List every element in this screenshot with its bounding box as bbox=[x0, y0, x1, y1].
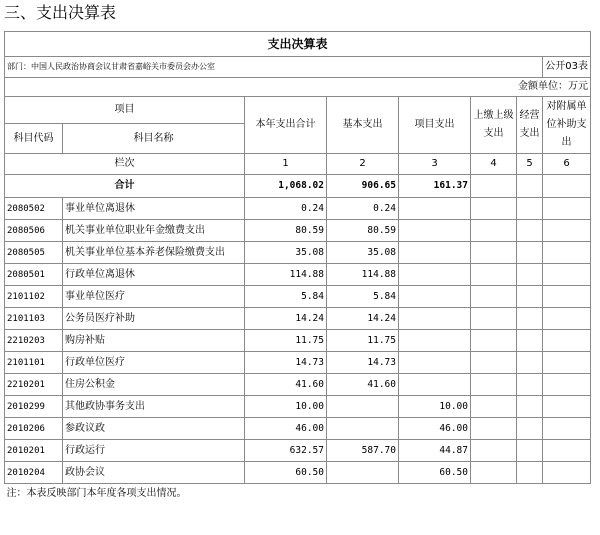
subsidiary-subsidy-cell bbox=[543, 220, 591, 242]
subject-code-cell: 2080505 bbox=[5, 242, 63, 264]
total-expense-cell: 632.57 bbox=[245, 440, 327, 462]
expense-table-wrapper bbox=[4, 31, 590, 504]
upward-payment-cell bbox=[471, 440, 517, 462]
subsidiary-subsidy-cell bbox=[543, 264, 591, 286]
table-row bbox=[5, 220, 591, 242]
operating-expense-cell bbox=[517, 330, 543, 352]
basic-expense-cell: 11.75 bbox=[327, 330, 399, 352]
project-expense-cell bbox=[399, 330, 471, 352]
upward-payment-cell bbox=[471, 396, 517, 418]
subject-code-cell: 2010201 bbox=[5, 440, 63, 462]
project-expense-cell bbox=[399, 374, 471, 396]
table-row bbox=[5, 198, 591, 220]
project-expense-cell bbox=[399, 352, 471, 374]
subsidiary-subsidy-cell bbox=[543, 308, 591, 330]
subject-name-cell: 住房公积金 bbox=[63, 374, 245, 396]
operating-expense-header: 经营支出 bbox=[517, 97, 543, 154]
basic-expense-cell: 114.88 bbox=[327, 264, 399, 286]
upward-payment-cell bbox=[471, 462, 517, 484]
total-expense-cell: 41.60 bbox=[245, 374, 327, 396]
subject-code-cell: 2010299 bbox=[5, 396, 63, 418]
table-row bbox=[5, 352, 591, 374]
subsidiary-subsidy-cell bbox=[543, 396, 591, 418]
subject-name-cell: 购房补贴 bbox=[63, 330, 245, 352]
total-expense-cell: 80.59 bbox=[245, 220, 327, 242]
operating-expense-cell bbox=[517, 198, 543, 220]
operating-expense-cell bbox=[517, 440, 543, 462]
upward-payment-cell bbox=[471, 264, 517, 286]
total-expense-cell: 0.24 bbox=[245, 198, 327, 220]
subject-name-cell: 公务员医疗补助 bbox=[63, 308, 245, 330]
project-expense-cell bbox=[399, 198, 471, 220]
subject-code-cell: 2210203 bbox=[5, 330, 63, 352]
operating-expense-cell bbox=[517, 374, 543, 396]
table-row bbox=[5, 308, 591, 330]
basic-expense-cell: 587.70 bbox=[327, 440, 399, 462]
basic-expense-cell: 0.24 bbox=[327, 198, 399, 220]
basic-expense-cell: 5.84 bbox=[327, 286, 399, 308]
subject-code-cell: 2101103 bbox=[5, 308, 63, 330]
total-expense-cell: 60.50 bbox=[245, 462, 327, 484]
project-expense-cell: 44.87 bbox=[399, 440, 471, 462]
operating-expense-cell bbox=[517, 220, 543, 242]
upward-payment-cell bbox=[471, 418, 517, 440]
project-expense-cell bbox=[399, 264, 471, 286]
table-row bbox=[5, 286, 591, 308]
total-expense-cell: 35.08 bbox=[245, 242, 327, 264]
amount-unit: 金额单位：万元 bbox=[5, 78, 591, 97]
total-expense-cell: 11.75 bbox=[245, 330, 327, 352]
project-expense-cell bbox=[399, 286, 471, 308]
basic-expense-cell bbox=[327, 462, 399, 484]
subject-name-cell: 政协会议 bbox=[63, 462, 245, 484]
operating-expense-cell bbox=[517, 264, 543, 286]
basic-expense-cell bbox=[327, 418, 399, 440]
project-expense-cell bbox=[399, 220, 471, 242]
basic-expense-cell bbox=[327, 396, 399, 418]
total-basic-value: 906.65 bbox=[327, 175, 399, 198]
subject-name-cell: 机关事业单位基本养老保险缴费支出 bbox=[63, 242, 245, 264]
upward-payment-cell bbox=[471, 198, 517, 220]
total-row-label: 合计 bbox=[5, 175, 245, 198]
total-expense-cell: 46.00 bbox=[245, 418, 327, 440]
operating-expense-cell bbox=[517, 308, 543, 330]
upward-payment-cell bbox=[471, 242, 517, 264]
table-note: 注：本表反映部门本年度各项支出情况。 bbox=[5, 484, 591, 505]
subsidiary-subsidy-cell bbox=[543, 352, 591, 374]
operating-expense-cell bbox=[517, 396, 543, 418]
basic-expense-header: 基本支出 bbox=[327, 97, 399, 154]
subsidiary-subsidy-cell bbox=[543, 418, 591, 440]
operating-expense-cell bbox=[517, 418, 543, 440]
basic-expense-cell: 14.24 bbox=[327, 308, 399, 330]
table-row bbox=[5, 418, 591, 440]
basic-expense-cell: 80.59 bbox=[327, 220, 399, 242]
table-row bbox=[5, 330, 591, 352]
project-expense-header: 项目支出 bbox=[399, 97, 471, 154]
data-rows bbox=[5, 198, 591, 484]
subsidiary-subsidy-cell bbox=[543, 286, 591, 308]
table-row bbox=[5, 396, 591, 418]
subject-code-cell: 2080502 bbox=[5, 198, 63, 220]
upward-payment-cell bbox=[471, 220, 517, 242]
table-row bbox=[5, 374, 591, 396]
total-expense-cell: 114.88 bbox=[245, 264, 327, 286]
subject-name-header: 科目名称 bbox=[63, 124, 245, 154]
total-expense-header: 本年支出合计 bbox=[245, 97, 327, 154]
basic-expense-cell: 35.08 bbox=[327, 242, 399, 264]
subsidiary-subsidy-cell bbox=[543, 242, 591, 264]
subject-code-cell: 2080506 bbox=[5, 220, 63, 242]
report-code: 公开03表 bbox=[543, 57, 591, 78]
upward-payment-cell bbox=[471, 308, 517, 330]
table-row bbox=[5, 242, 591, 264]
section-heading: 三、支出决算表 bbox=[4, 3, 117, 22]
subject-name-cell: 行政运行 bbox=[63, 440, 245, 462]
table-row bbox=[5, 440, 591, 462]
operating-expense-cell bbox=[517, 352, 543, 374]
subsidiary-subsidy-cell bbox=[543, 374, 591, 396]
basic-expense-cell: 41.60 bbox=[327, 374, 399, 396]
subject-code-header: 科目代码 bbox=[5, 124, 63, 154]
subject-code-cell: 2101102 bbox=[5, 286, 63, 308]
index-col-5: 5 bbox=[517, 154, 543, 175]
table-row bbox=[5, 462, 591, 484]
total-expense-cell: 10.00 bbox=[245, 396, 327, 418]
index-col-2: 2 bbox=[327, 154, 399, 175]
index-row-label: 栏次 bbox=[5, 154, 245, 175]
index-col-4: 4 bbox=[471, 154, 517, 175]
index-col-1: 1 bbox=[245, 154, 327, 175]
total-expense-cell: 14.24 bbox=[245, 308, 327, 330]
basic-expense-cell: 14.73 bbox=[327, 352, 399, 374]
expense-table bbox=[4, 31, 591, 504]
operating-expense-cell bbox=[517, 242, 543, 264]
subject-name-cell: 行政单位离退休 bbox=[63, 264, 245, 286]
subsidiary-subsidy-cell bbox=[543, 330, 591, 352]
item-group-header: 项目 bbox=[5, 97, 245, 124]
subject-name-cell: 事业单位离退休 bbox=[63, 198, 245, 220]
total-expense-value: 1,068.02 bbox=[245, 175, 327, 198]
subsidiary-subsidy-cell bbox=[543, 198, 591, 220]
total-expense-cell: 14.73 bbox=[245, 352, 327, 374]
subsidiary-subsidy-cell bbox=[543, 462, 591, 484]
index-col-6: 6 bbox=[543, 154, 591, 175]
subject-code-cell: 2210201 bbox=[5, 374, 63, 396]
subject-code-cell: 2010204 bbox=[5, 462, 63, 484]
subsidiary-subsidy-header: 对附属单位补助支出 bbox=[543, 97, 591, 154]
upward-payment-cell bbox=[471, 286, 517, 308]
table-row bbox=[5, 264, 591, 286]
total-expense-cell: 5.84 bbox=[245, 286, 327, 308]
subject-name-cell: 参政议政 bbox=[63, 418, 245, 440]
subject-code-cell: 2101101 bbox=[5, 352, 63, 374]
subject-code-cell: 2010206 bbox=[5, 418, 63, 440]
department-line: 部门：中国人民政治协商会议甘肃省嘉峪关市委员会办公室 bbox=[5, 57, 543, 78]
project-expense-cell bbox=[399, 308, 471, 330]
upward-payment-cell bbox=[471, 374, 517, 396]
project-expense-cell: 46.00 bbox=[399, 418, 471, 440]
total-project-value: 161.37 bbox=[399, 175, 471, 198]
upward-payment-cell bbox=[471, 330, 517, 352]
subject-name-cell: 其他政协事务支出 bbox=[63, 396, 245, 418]
subject-name-cell: 机关事业单位职业年金缴费支出 bbox=[63, 220, 245, 242]
table-title: 支出决算表 bbox=[5, 32, 591, 57]
project-expense-cell: 60.50 bbox=[399, 462, 471, 484]
operating-expense-cell bbox=[517, 462, 543, 484]
subject-code-cell: 2080501 bbox=[5, 264, 63, 286]
subject-name-cell: 事业单位医疗 bbox=[63, 286, 245, 308]
upward-payment-header: 上缴上级支出 bbox=[471, 97, 517, 154]
operating-expense-cell bbox=[517, 286, 543, 308]
upward-payment-cell bbox=[471, 352, 517, 374]
project-expense-cell bbox=[399, 242, 471, 264]
project-expense-cell: 10.00 bbox=[399, 396, 471, 418]
subject-name-cell: 行政单位医疗 bbox=[63, 352, 245, 374]
index-col-3: 3 bbox=[399, 154, 471, 175]
subsidiary-subsidy-cell bbox=[543, 440, 591, 462]
